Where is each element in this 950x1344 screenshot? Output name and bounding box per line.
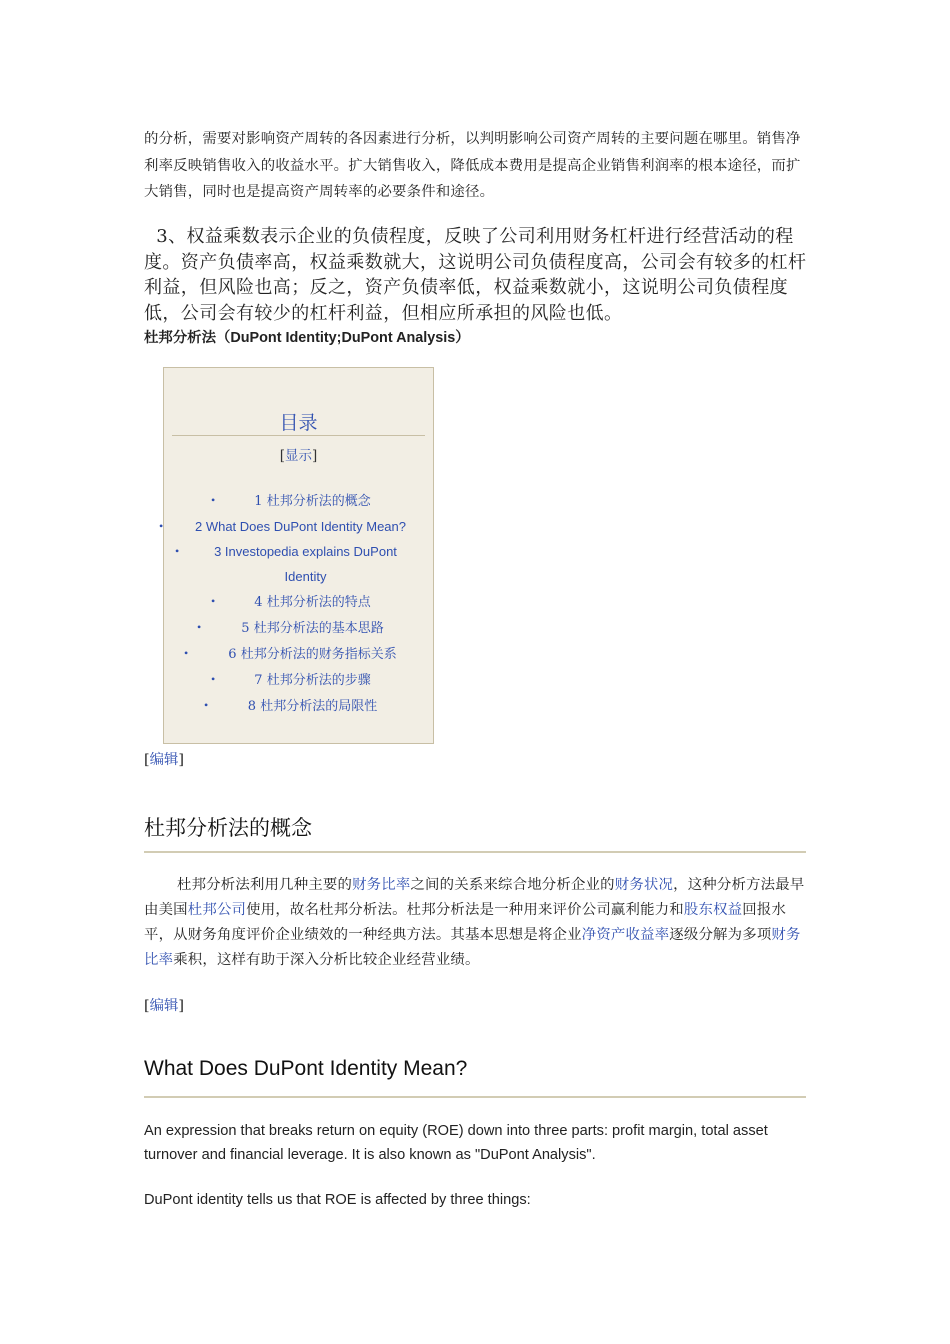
section-divider <box>144 1096 806 1098</box>
text-run: 之间的关系来综合地分析企业的 <box>410 877 615 893</box>
edit-link-1 <box>144 748 184 769</box>
toc-item-label: 4 杜邦分析法的特点 <box>254 595 371 610</box>
bullet-icon: • <box>197 620 202 634</box>
toc-item-6[interactable] <box>164 641 435 667</box>
text-run: ，这种分析方法最早由美国 <box>144 877 805 918</box>
text-run: 乘积，这样有助于深入分析比较企业经营业绩。 <box>173 952 480 968</box>
link-shareholder-equity[interactable]: 股东权益 <box>683 902 743 918</box>
edit-link-2 <box>144 994 184 1015</box>
bullet-icon: • <box>175 544 180 558</box>
intro-paragraph: 的分析，需要对影响资产周转的各因素进行分析，以判明影响公司资产周转的主要问题在哪里。销售净利率反映销售收入的收益水平。扩大销售收入，降低成本费用是提高企业销售利润率的根本途径，而扩大销售，同时也是提高资产周转率的必要条件和途径。 <box>144 131 801 200</box>
toc-item-label: 3 Investopedia explains DuPont Identity <box>214 544 397 584</box>
text-run: 使用，故名杜邦分析法。杜邦分析法是一种用来评价公司赢利能力和 <box>246 902 684 918</box>
equity-multiplier-paragraph <box>144 224 814 326</box>
toc-item-label: 5 杜邦分析法的基本思路 <box>241 621 384 636</box>
section-heading-concept: 杜邦分析法的概念 <box>144 817 312 840</box>
edit-button[interactable]: 编辑 <box>149 998 179 1014</box>
toc-list <box>159 488 435 719</box>
concept-paragraph <box>144 873 806 973</box>
toc-item-8[interactable] <box>164 693 435 719</box>
toc-item-label: 7 杜邦分析法的步骤 <box>254 673 371 688</box>
link-dupont-company[interactable]: 杜邦公司 <box>187 902 247 918</box>
bullet-icon: • <box>184 646 189 660</box>
bullet-icon: • <box>211 493 216 507</box>
toc-divider <box>172 435 425 436</box>
toc-item-7[interactable] <box>164 667 435 693</box>
edit-open: [ <box>144 752 150 768</box>
link-financial-status[interactable]: 财务状况 <box>614 877 674 893</box>
equity-multiplier-text: 3、权益乘数表示企业的负债程度，反映了公司利用财务杠杆进行经营活动的程度。资产负债率高，权益乘数就大，这说明公司负债程度高，公司会有较多的杠杆利益，但风险也高；反之，资产负债率低，权益乘数就小，这说明公司负债程度低，公司会有较少的杠杆利益，但相应所承担的风险也低。 <box>144 226 807 324</box>
bullet-icon: • <box>159 519 164 533</box>
edit-button[interactable]: 编辑 <box>149 752 179 768</box>
toc-item-label: 1 杜邦分析法的概念 <box>254 494 371 509</box>
toc-item-4[interactable] <box>164 589 435 615</box>
bullet-icon: • <box>211 672 216 686</box>
toc-item-5[interactable] <box>164 615 435 641</box>
edit-open: [ <box>144 998 150 1014</box>
text-run: 逐级分解为多项 <box>669 927 772 943</box>
toc-show-link[interactable]: 显示 <box>285 448 312 464</box>
toc-toggle-open: [ <box>279 448 285 464</box>
bullet-icon: • <box>211 594 216 608</box>
table-of-contents <box>159 367 434 744</box>
edit-close: ] <box>178 998 185 1014</box>
text-run: 杜邦分析法利用几种主要的 <box>177 877 353 893</box>
link-financial-ratio-2[interactable]: 财务比率 <box>144 927 801 968</box>
toc-item-label: 2 What Does DuPont Identity Mean? <box>194 519 406 534</box>
link-financial-ratio[interactable]: 财务比率 <box>352 877 411 893</box>
dupont-subheading: 杜邦分析法（DuPont Identity;DuPont Analysis） <box>144 330 470 346</box>
section-heading-dupont-identity: What Does DuPont Identity Mean? <box>144 1057 468 1080</box>
edit-close: ] <box>178 752 185 768</box>
toc-item-2[interactable] <box>159 514 435 539</box>
bullet-icon: • <box>204 698 209 712</box>
toc-title: 目录 <box>279 412 318 434</box>
toc-toggle <box>164 444 433 464</box>
section-divider <box>144 851 806 853</box>
text-run: 回报水平，从财务角度评价企业绩效的一种经典方法。其基本思想是将企业 <box>144 902 787 943</box>
dupont-definition-paragraph: An expression that breaks return on equity (ROE) down into three parts: profit margin, total asset turnover and financial leverage. It is also known as "DuPont Analysis". <box>144 1123 768 1163</box>
toc-toggle-close: ] <box>312 448 318 464</box>
link-roe[interactable]: 净资产收益率 <box>581 927 670 943</box>
toc-item-1[interactable] <box>164 488 435 514</box>
toc-item-3[interactable] <box>164 539 435 589</box>
dupont-roe-paragraph: DuPont identity tells us that ROE is affected by three things: <box>144 1192 531 1208</box>
toc-item-label: 6 杜邦分析法的财务指标关系 <box>228 647 397 662</box>
toc-item-label: 8 杜邦分析法的局限性 <box>247 699 378 714</box>
